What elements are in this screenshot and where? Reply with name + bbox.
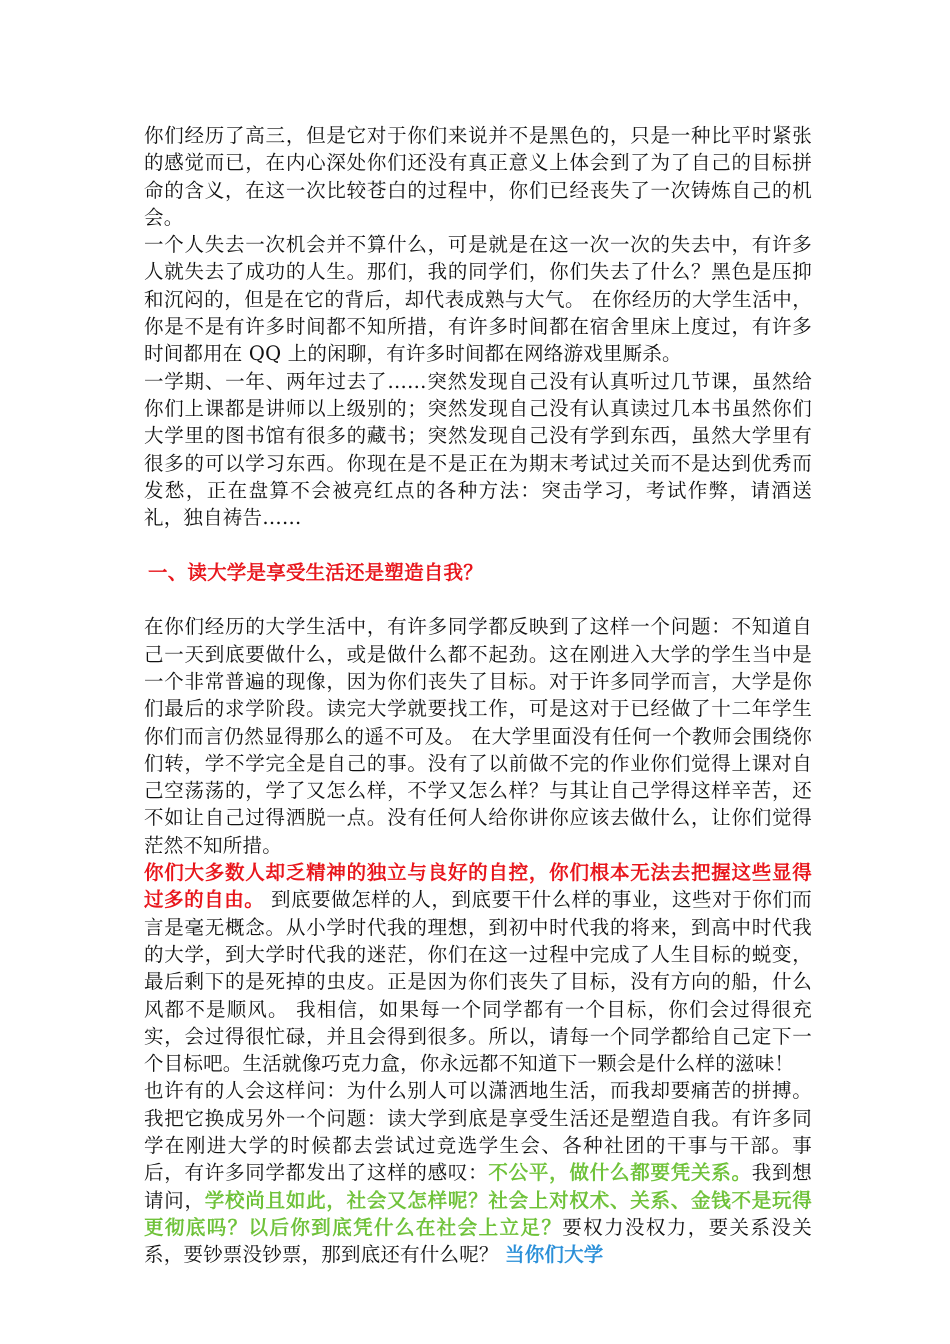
section-paragraph-2 bbox=[144, 859, 812, 1077]
spacer bbox=[144, 586, 812, 613]
paragraph-text: 要权力没权力，要关系没关系，要钞票没钞票，那到底还有什么呢？ bbox=[144, 1215, 812, 1267]
paragraph-text: 也许有的人会这样问：为什么别人可以潇洒地生活，而我却要痛苦的拼搏。我把它换成另外一个问题：读大学到底是享受生活还是塑造自我。有许多同学在刚进大学的时候都去尝试过竞选学生会、各种社团的干事与干部。事后，有许多同学都发出了这样的感叹： bbox=[144, 1079, 812, 1185]
intro-paragraph-1: 你们经历了高三，但是它对于你们来说并不是黑色的，只是一种比平时紧张的感觉而已，在内心深处你们还没有真正意义上体会到了为了自己的目标拼命的含义，在这一次比较苍白的过程中，你们已经丧失了一次铸炼自己的机会。 bbox=[144, 124, 812, 229]
emphasis-green: 不公平，做什么都要凭关系。 bbox=[488, 1161, 752, 1185]
section-heading: 一、读大学是享受生活还是塑造自我？ bbox=[148, 560, 483, 584]
section-paragraph-1: 在你们经历的大学生活中，有许多同学都反映到了这样一个问题：不知道自己一天到底要做什么，或是做什么都不起劲。这在刚进入大学的学生当中是一个非常普遍的现像，因为你们丧失了目标。对于许多同学而言，大学是你们最后的求学阶段。读完大学就要找工作，可是这对于已经做了十二年学生你们而言仍然显得那么的遥不可及。 在大学里面没有任何一个教师会围绕你们转，学不学完全是自己的事。没有了以前做不完的作业你们觉得上课对自己空荡荡的，学了又怎么样，不学又怎么样？与其让自己学得这样辛苦，还不如让自己过得洒脱一点。没有任何人给你讲你应该去做什么，让你们觉得茫然不知所措。 bbox=[144, 615, 812, 857]
intro-paragraph-3: 一学期、一年、两年过去了……突然发现自己没有认真听过几节课，虽然给你们上课都是讲师以上级别的；突然发现自己没有认真读过几本书虽然你们大学里的图书馆有很多的藏书；突然发现自己没有学到东西，虽然大学里有很多的可以学习东西。你现在是不是正在为期末考试过关而不是达到优秀而发愁，正在盘算不会被亮红点的各种方法：突击学习，考试作弊，请酒送礼，独自祷告…… bbox=[144, 369, 812, 530]
emphasis-red: 你们大多数人却乏精神的独立与良好的自控，你们根本无法去把握这些显得过多的自由。 bbox=[144, 861, 812, 912]
section-paragraph-3 bbox=[144, 1077, 812, 1268]
paragraph-text: 到底要做怎样的人，到底要干什么样的事业，这些对于你们而言是毫无概念。从小学时代我的理想，到初中时代我的将来，到高中时代我的大学，到大学时代我的迷茫，你们在这一过程中完成了人生目标的蜕变，最后剩下的是死掉的虫皮。正是因为你们丧失了目标，没有方向的船，什么风都不是顺风。 我相信，如果每一个同学都有一个目标，你们会过得很充实，会过得很忙碌，并且会得到很多。所以，请每一个同学都给自己定下一个目标吧。生活就像巧克力盒，你永远都不知道下一颗会是什么样的滋味！ bbox=[144, 888, 812, 1076]
paragraph-text: 我到想请问， bbox=[144, 1161, 812, 1212]
emphasis-green: 学校尚且如此，社会又怎样呢？社会上对权术、关系、金钱不是玩得更彻底吗？以后你到底凭什么在社会上立足？ bbox=[144, 1188, 812, 1239]
intro-paragraph-2: 一个人失去一次机会并不算什么，可是就是在这一次一次的失去中，有许多人就失去了成功的人生。那们，我的同学们，你们失去了什么？黑色是压抑和沉闷的，但是在它的背后，却代表成熟与大气。 在你经历的大学生活中，你是不是有许多时间都不知所措，有许多时间都在宿舍里床上度过，有许多时间都用在 QQ 上的闲聊，有许多时间都在网络游戏里厮杀。 bbox=[144, 233, 812, 366]
document-page bbox=[144, 122, 812, 1268]
spacer bbox=[144, 531, 812, 558]
emphasis-blue: 当你们大学 bbox=[505, 1243, 604, 1267]
